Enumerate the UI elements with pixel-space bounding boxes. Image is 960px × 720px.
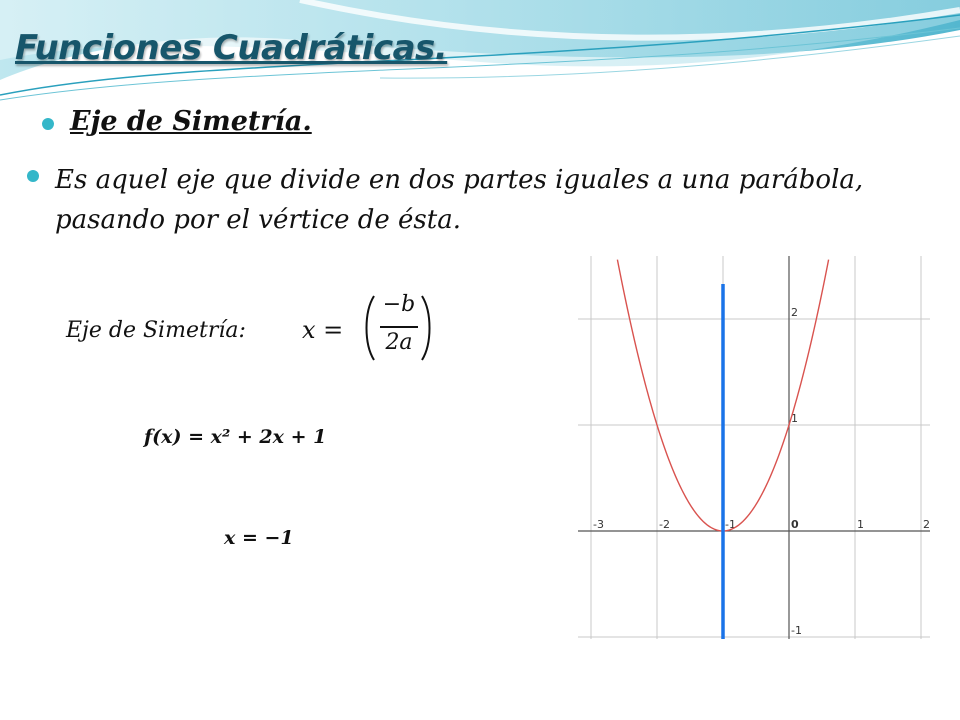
axis-value-equation: x = −1 (224, 527, 294, 549)
bullet-definition: Es aquel eje que divide en dos partes iguales a una parábola, pasando por el vértice de ésta. (55, 165, 864, 235)
axis-formula-label: Eje de Simetría: (66, 318, 246, 343)
x-tick-label: 1 (857, 518, 864, 531)
function-equation: f(x) = x² + 2x + 1 (144, 426, 327, 448)
axis-formula-lhs: x = (302, 316, 344, 344)
parabola-graph (578, 256, 930, 639)
bullet-heading: Eje de Simetría. (70, 106, 312, 137)
y-tick-label: 1 (791, 412, 798, 425)
y-tick-label: 2 (791, 306, 798, 319)
fraction-bar (380, 326, 418, 328)
x-tick-label: 2 (923, 518, 930, 531)
fraction-denominator: 2a (385, 330, 413, 355)
graph-background (578, 256, 930, 639)
bullet-dot-1 (42, 118, 54, 130)
x-tick-label: -2 (659, 518, 670, 531)
bullet-dot-2 (27, 170, 39, 182)
slide-title: Funciones Cuadráticas. (15, 28, 448, 68)
x-tick-label: 0 (791, 518, 799, 531)
y-tick-label: -1 (791, 624, 802, 637)
x-tick-label: -1 (725, 518, 736, 531)
fraction-numerator: −b (382, 292, 416, 317)
axis-formula-fraction (362, 292, 434, 364)
x-tick-label: -3 (593, 518, 604, 531)
